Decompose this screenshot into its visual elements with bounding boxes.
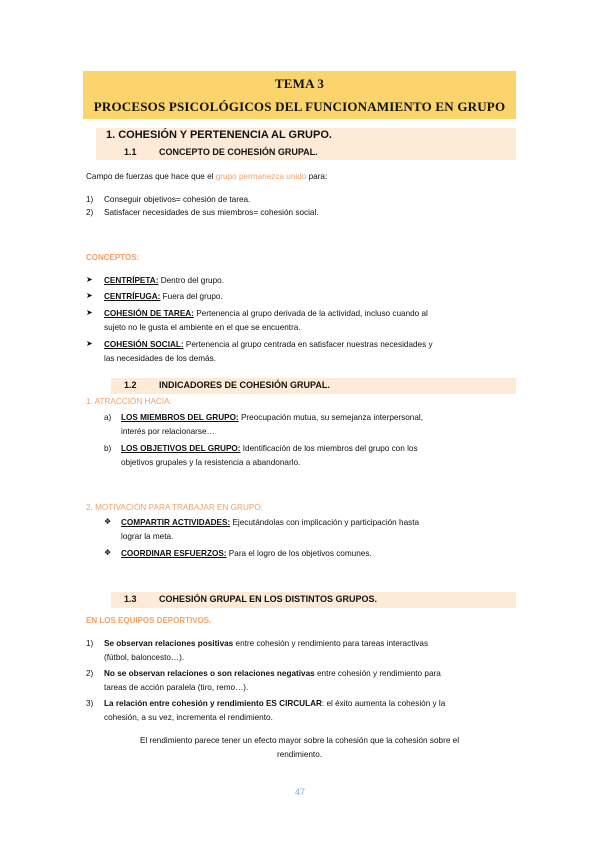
- section-heading: 1. COHESIÓN Y PERTENENCIA AL GRUPO.: [106, 129, 332, 141]
- concept-text: Dentro del grupo.: [158, 276, 224, 285]
- concept-term: CENTRÍFUGA:: [104, 292, 161, 301]
- concept-term: COHESIÓN SOCIAL:: [104, 340, 184, 349]
- item-text: Identificación de los miembros del grupo con los: [240, 444, 418, 453]
- definition-before: Campo de fuerzas que hace que el: [86, 172, 216, 181]
- point-label: 1. ATRACCIÓN HACIA:: [86, 397, 172, 406]
- list-text: Conseguir objetivos= cohesión de tarea.: [104, 195, 251, 204]
- page-number: 47: [294, 787, 305, 797]
- arrow-bullet-icon: ➤: [86, 339, 93, 348]
- item-term: LOS MIEMBROS DEL GRUPO:: [121, 413, 239, 422]
- concept-item: [104, 308, 428, 319]
- sub-item-text: [121, 412, 423, 423]
- diamond-bullet-icon: ❖: [104, 517, 112, 526]
- concept-text-continued: las necesidades de los demás.: [104, 354, 216, 363]
- item-text-continued: interés por relacionarse…: [121, 427, 215, 436]
- list-number: 2): [86, 669, 94, 678]
- subsection-title: CONCEPTO DE COHESIÓN GRUPAL.: [159, 147, 318, 157]
- definition-highlight: grupo permanezca unido: [215, 172, 307, 181]
- list-text: Satisfacer necesidades de sus miembros= cohesión social.: [104, 208, 319, 217]
- section-label: EN LOS EQUIPOS DEPORTIVOS.: [86, 616, 212, 625]
- subsection-title: INDICADORES DE COHESIÓN GRUPAL.: [159, 380, 330, 390]
- list-item: [104, 638, 428, 649]
- sub-item-text: [121, 548, 372, 559]
- item-text: Preocupación mutua, su semejanza interpersonal,: [238, 413, 423, 422]
- concept-item: [104, 275, 224, 286]
- document-topic: TEMA 3: [274, 76, 325, 91]
- item-term: COORDINAR ESFUERZOS:: [121, 549, 227, 558]
- list-item: [104, 698, 445, 709]
- subsection-number: 1.2: [124, 380, 137, 390]
- list-text: entre cohesión y rendimiento para: [314, 669, 441, 678]
- arrow-bullet-icon: ➤: [86, 275, 93, 284]
- item-text: Para el logro de los objetivos comunes.: [226, 549, 372, 558]
- concept-term: COHESIÓN DE TAREA:: [104, 309, 194, 318]
- definition-after: para:: [306, 172, 328, 181]
- point-label: 2. MOTIVACIÓN PARA TRABAJAR EN GRUPO:: [86, 503, 263, 512]
- list-item: [104, 668, 441, 679]
- sub-item-text: [121, 517, 419, 528]
- list-number: 3): [86, 699, 94, 708]
- concept-text-continued: sujeto no le gusta el ambiente en el que se encuentra.: [104, 323, 301, 332]
- item-text-continued: lograr la meta.: [121, 532, 174, 541]
- arrow-bullet-icon: ➤: [86, 308, 93, 317]
- list-text-continued: (fútbol, baloncesto…).: [104, 653, 185, 662]
- definition-text: [86, 171, 327, 182]
- list-text: : el éxito aumenta la cohesión y la: [321, 699, 446, 708]
- sub-item: [104, 443, 111, 454]
- item-letter: b): [104, 444, 112, 453]
- concept-item: [104, 291, 223, 302]
- list-number: 1): [86, 639, 94, 648]
- list-item: [86, 194, 251, 205]
- list-item: [86, 207, 319, 218]
- list-number: 1): [86, 195, 94, 204]
- list-text-continued: tareas de acción paralela (tiro, remo…).: [104, 683, 249, 692]
- concept-text: Pertenencia al grupo derivada de la actividad, incluso cuando al: [193, 309, 428, 318]
- concept-item: [104, 339, 433, 350]
- list-bold: No se observan relaciones o son relaciones negativas: [104, 669, 315, 678]
- closing-text: El rendimiento parece tener un efecto mayor sobre la cohesión que la cohesión sobre el: [139, 736, 460, 745]
- subsection-number: 1.3: [124, 594, 137, 604]
- concepts-label: CONCEPTOS:: [86, 253, 140, 262]
- sub-item-text: [121, 443, 418, 454]
- concept-text: Pertenencia al grupo centrada en satisfacer nuestras necesidades y: [183, 340, 433, 349]
- list-bold: Se observan relaciones positivas: [104, 639, 234, 648]
- sub-item: [104, 412, 111, 423]
- list-bold: La relación entre cohesión y rendimiento ES CIRCULAR: [104, 699, 322, 708]
- list-number: 2): [86, 208, 94, 217]
- item-term: LOS OBJETIVOS DEL GRUPO:: [121, 444, 241, 453]
- list-text-continued: cohesión, a su vez, incrementa el rendimiento.: [104, 713, 273, 722]
- diamond-bullet-icon: ❖: [104, 548, 112, 557]
- subsection-title: COHESIÓN GRUPAL EN LOS DISTINTOS GRUPOS.: [159, 594, 378, 604]
- item-text-continued: objetivos grupales y la resistencia a abandonarlo.: [121, 458, 301, 467]
- item-text: Ejecutándolas con implicación y participación hasta: [230, 518, 420, 527]
- document-title: PROCESOS PSICOLÓGICOS DEL FUNCIONAMIENTO EN GRUPO: [93, 99, 506, 114]
- list-text: entre cohesión y rendimiento para tareas interactivas: [233, 639, 429, 648]
- subsection-number: 1.1: [124, 147, 137, 157]
- item-letter: a): [104, 413, 112, 422]
- arrow-bullet-icon: ➤: [86, 291, 93, 300]
- item-term: COMPARTIR ACTIVIDADES:: [121, 518, 231, 527]
- concept-text: Fuera del grupo.: [160, 292, 223, 301]
- concept-term: CENTRÍPETA:: [104, 276, 159, 285]
- closing-text-continued: rendimiento.: [276, 750, 323, 759]
